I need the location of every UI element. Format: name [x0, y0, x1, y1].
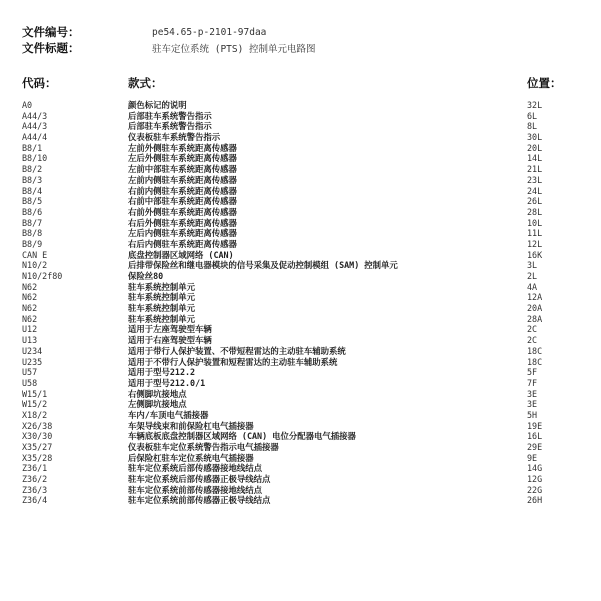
- table-row: [22, 346, 582, 357]
- row-position: 8L: [527, 121, 538, 132]
- row-code: B8/1: [22, 142, 43, 153]
- row-description: 驻车系统控制单元: [128, 281, 195, 292]
- row-position: 26H: [527, 495, 543, 506]
- table-row: [22, 207, 582, 218]
- doc-title-label: 文件标题：: [22, 41, 80, 55]
- row-position: 3E: [527, 399, 538, 410]
- row-description: 驻车系统控制单元: [128, 303, 195, 314]
- row-description: 驻车定位系统前部传感器正极导线结点: [128, 495, 271, 506]
- row-position: 2L: [527, 271, 538, 281]
- column-header-desc: 款式：: [128, 76, 163, 90]
- row-code: A0: [22, 100, 33, 110]
- row-description: 左后内侧驻车系统距离传感器: [128, 228, 237, 239]
- row-description: 适用于型号212.0/1: [128, 377, 206, 388]
- row-description: 驻车定位系统前部传感器接地线结点: [128, 484, 262, 495]
- row-code: U58: [22, 377, 38, 388]
- table-row: [22, 357, 582, 368]
- doc-number-label: 文件编号：: [22, 25, 80, 39]
- row-description: 右后内侧驻车系统距离传感器: [128, 238, 237, 249]
- row-position: 16L: [527, 431, 543, 442]
- row-position: 30L: [527, 132, 543, 143]
- row-code: Z36/4: [22, 495, 48, 506]
- table-row: [22, 463, 582, 474]
- row-code: N62: [22, 313, 38, 324]
- row-code: N62: [22, 292, 38, 303]
- row-description: 适用于带行人保护装置、不带短程雷达的主动驻车辅助系统: [128, 345, 346, 356]
- row-position: 18C: [527, 345, 543, 356]
- row-position: 10L: [527, 217, 543, 228]
- row-description: 右前中部驻车系统距离传感器: [128, 196, 237, 207]
- row-position: 7F: [527, 377, 538, 388]
- row-description: 适用于不带行人保护装置和短程雷达的主动驻车辅助系统: [128, 356, 338, 367]
- table-row: [22, 186, 582, 197]
- row-position: 23L: [527, 174, 543, 185]
- row-description: 后排带保险丝和继电器模块的信号采集及促动控制模组 (SAM) 控制单元: [128, 260, 398, 271]
- table-row: [22, 421, 582, 432]
- doc-title-row: [22, 40, 316, 56]
- row-code: B8/6: [22, 206, 43, 217]
- row-code: N62: [22, 281, 38, 292]
- row-description: 右后外侧驻车系统距离传感器: [128, 217, 237, 228]
- table-row: [22, 282, 582, 293]
- row-code: B8/4: [22, 185, 43, 196]
- row-description: 左侧脚坑接地点: [128, 399, 187, 410]
- column-header-pos: 位置：: [527, 76, 562, 90]
- table-row: [22, 367, 582, 378]
- row-position: 14G: [527, 463, 543, 474]
- row-code: N62: [22, 303, 38, 314]
- row-description: 右前内侧驻车系统距离传感器: [128, 185, 237, 196]
- row-code: X35/27: [22, 442, 53, 452]
- table-row: [22, 196, 582, 207]
- row-description: 后部驻车系统警告指示: [128, 121, 212, 132]
- row-description: 车架导线束和前保险杠电气插接器: [128, 420, 254, 431]
- row-code: N10/2f80: [22, 271, 63, 281]
- table-row: [22, 378, 582, 389]
- table-row: [22, 164, 582, 175]
- table-row: [22, 153, 582, 164]
- row-position: 6L: [527, 110, 538, 121]
- row-code: X30/30: [22, 431, 53, 442]
- table-row: [22, 111, 582, 122]
- row-code: Z36/1: [22, 463, 48, 474]
- table-row: [22, 121, 582, 132]
- row-code: X26/38: [22, 420, 53, 431]
- row-description: 驻车系统控制单元: [128, 313, 195, 324]
- row-position: 2C: [527, 324, 538, 335]
- table-row: [22, 250, 582, 261]
- row-position: 28A: [527, 313, 543, 324]
- document-header: [22, 24, 316, 56]
- row-position: 26L: [527, 196, 543, 207]
- row-code: U57: [22, 367, 38, 378]
- row-description: 后保险杠驻车定位系统电气插接器: [128, 452, 254, 463]
- row-code: B8/7: [22, 217, 43, 228]
- row-position: 14L: [527, 153, 543, 164]
- table-row: [22, 132, 582, 143]
- row-description: 仪表板驻车系统警告指示: [128, 132, 221, 143]
- row-position: 12G: [527, 474, 543, 485]
- row-position: 5H: [527, 409, 538, 420]
- row-description: 驻车系统控制单元: [128, 292, 195, 303]
- row-code: B8/8: [22, 228, 43, 239]
- row-description: 左后外侧驻车系统距离传感器: [128, 153, 237, 164]
- row-description: 底盘控制器区域网络 (CAN): [128, 249, 234, 260]
- row-description: 车辆底板底盘控制器区域网络 (CAN) 电位分配器电气插接器: [128, 431, 356, 442]
- row-code: W15/1: [22, 388, 48, 399]
- row-position: 12L: [527, 238, 543, 249]
- table-row: [22, 260, 582, 271]
- row-position: 22G: [527, 484, 543, 495]
- row-code: B8/10: [22, 153, 48, 164]
- table-row: [22, 292, 582, 303]
- table-row: [22, 410, 582, 421]
- row-code: X35/28: [22, 452, 53, 463]
- row-description: 左前中部驻车系统距离传感器: [128, 164, 237, 175]
- table-row: [22, 335, 582, 346]
- table-row: [22, 474, 582, 485]
- row-position: 16K: [527, 249, 543, 260]
- row-code: U234: [22, 345, 43, 356]
- row-code: A44/3: [22, 110, 48, 121]
- row-description: 左前外侧驻车系统距离传感器: [128, 142, 237, 153]
- table-row: [22, 389, 582, 400]
- row-position: 20A: [527, 303, 543, 314]
- row-position: 11L: [527, 228, 543, 239]
- table-row: [22, 442, 582, 453]
- row-position: 32L: [527, 100, 543, 110]
- row-position: 21L: [527, 164, 543, 175]
- row-description: 适用于型号212.2: [128, 367, 196, 378]
- row-position: 3E: [527, 388, 538, 399]
- legend-table: [22, 100, 582, 506]
- row-code: CAN E: [22, 249, 48, 260]
- row-description: 左前内侧驻车系统距离传感器: [128, 174, 237, 185]
- table-row: [22, 100, 582, 111]
- column-headers: [22, 75, 582, 89]
- row-code: B8/2: [22, 164, 43, 175]
- doc-number-value: pe54.65-p-2101-97daa: [152, 26, 267, 38]
- table-row: [22, 143, 582, 154]
- row-description: 驻车定位系统后部传感器正极导线结点: [128, 474, 271, 485]
- row-code: W15/2: [22, 399, 48, 410]
- row-code: Z36/3: [22, 484, 48, 495]
- row-description: 车内/车顶电气插接器: [128, 409, 209, 420]
- table-row: [22, 399, 582, 410]
- row-description: 保险丝80: [128, 271, 164, 281]
- column-header-code: 代码：: [22, 76, 57, 90]
- row-code: U12: [22, 324, 38, 335]
- row-code: Z36/2: [22, 474, 48, 485]
- row-position: 3L: [527, 260, 538, 271]
- table-row: [22, 271, 582, 282]
- row-description: 适用于左座驾驶型车辆: [128, 324, 212, 335]
- table-row: [22, 324, 582, 335]
- doc-title-value: 驻车定位系统 (PTS) 控制单元电路图: [152, 44, 316, 55]
- row-code: U13: [22, 335, 38, 346]
- row-position: 19E: [527, 420, 543, 431]
- row-description: 右前外侧驻车系统距离传感器: [128, 206, 237, 217]
- table-row: [22, 453, 582, 464]
- row-position: 28L: [527, 206, 543, 217]
- row-code: N10/2: [22, 260, 48, 271]
- row-code: U235: [22, 356, 43, 367]
- row-position: 4A: [527, 281, 538, 292]
- row-position: 20L: [527, 142, 543, 153]
- table-row: [22, 218, 582, 229]
- row-description: 颜色标记的说明: [128, 100, 187, 110]
- row-code: B8/3: [22, 174, 43, 185]
- row-description: 右侧脚坑接地点: [128, 388, 187, 399]
- table-row: [22, 239, 582, 250]
- row-position: 9E: [527, 452, 538, 463]
- table-row: [22, 175, 582, 186]
- table-row: [22, 303, 582, 314]
- row-position: 2C: [527, 335, 538, 346]
- table-row: [22, 495, 582, 506]
- row-description: 驻车定位系统后部传感器接地线结点: [128, 463, 262, 474]
- row-code: A44/4: [22, 132, 48, 143]
- table-row: [22, 485, 582, 496]
- row-description: 适用于右座驾驶型车辆: [128, 335, 212, 346]
- row-position: 5F: [527, 367, 538, 378]
- row-code: A44/3: [22, 121, 48, 132]
- row-code: B8/5: [22, 196, 43, 207]
- table-row: [22, 228, 582, 239]
- table-row: [22, 431, 582, 442]
- table-row: [22, 314, 582, 325]
- row-position: 18C: [527, 356, 543, 367]
- row-code: B8/9: [22, 238, 43, 249]
- row-position: 24L: [527, 185, 543, 196]
- row-code: X18/2: [22, 409, 48, 420]
- row-position: 29E: [527, 442, 543, 452]
- row-description: 仪表板驻车定位系统警告指示电气插接器: [128, 442, 279, 452]
- row-position: 12A: [527, 292, 543, 303]
- row-description: 后部驻车系统警告指示: [128, 110, 212, 121]
- doc-number-row: [22, 24, 316, 40]
